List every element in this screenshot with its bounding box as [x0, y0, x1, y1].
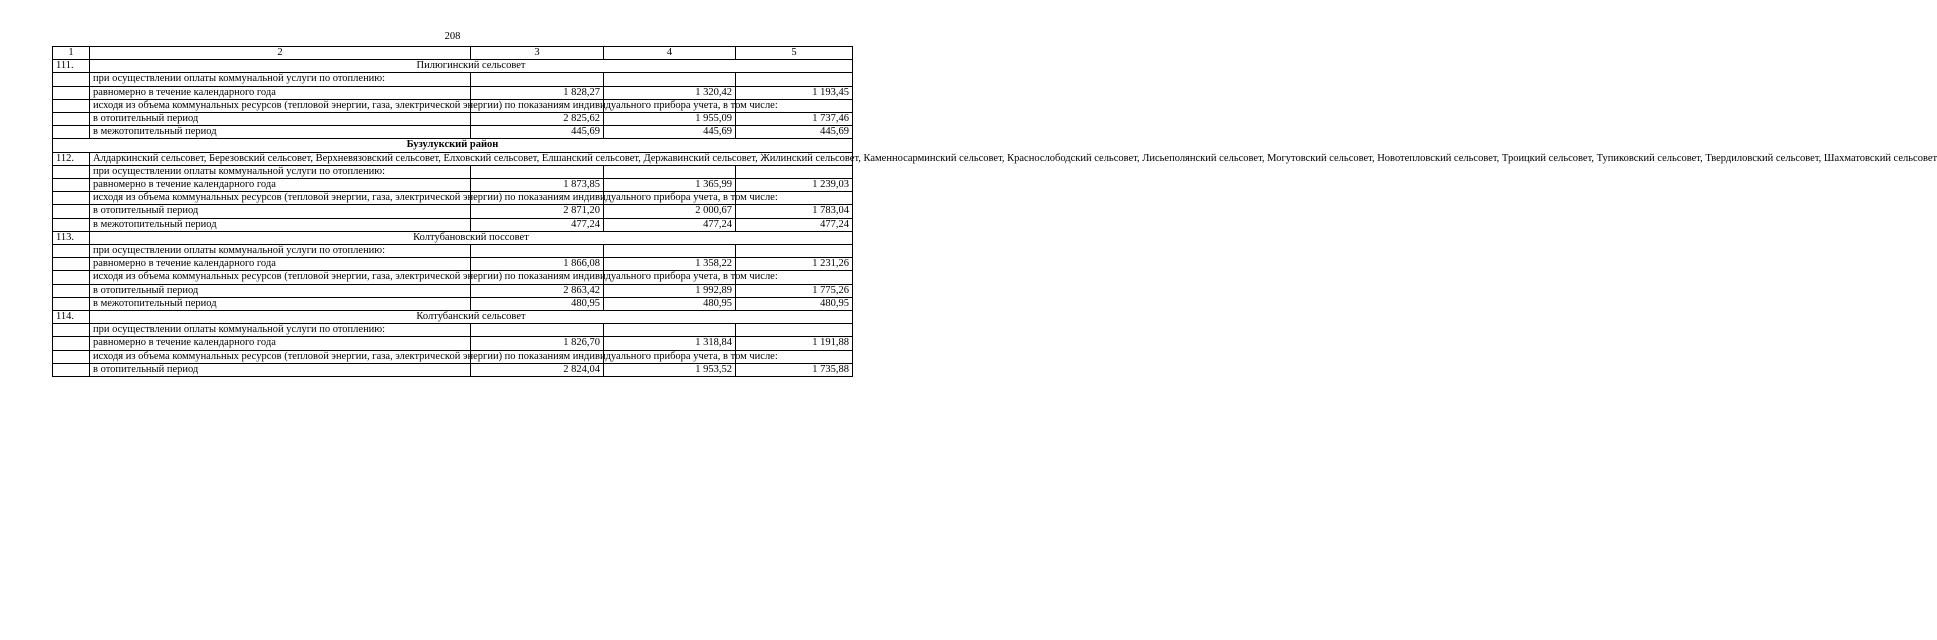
value-cell: 2 000,67 [604, 205, 736, 218]
page-number: 208 [444, 31, 461, 42]
value-cell: 1 239,03 [736, 179, 853, 192]
row-label: равномерно в течение календарного года [90, 337, 471, 350]
value-cell: 1 866,08 [471, 258, 604, 271]
value-cell: 1 992,89 [604, 284, 736, 297]
empty-cell [53, 113, 90, 126]
row-label: исходя из объема коммунальных ресурсов (тепловой энергии, газа, электрической энергии) по показаниям индивидуального прибора учета, в том числе: [90, 99, 471, 112]
empty-cell [53, 192, 90, 205]
row-number: 114. [53, 311, 90, 324]
row-label: в межотопительный период [90, 297, 471, 310]
empty-cell [53, 337, 90, 350]
empty-cell [604, 324, 736, 337]
value-cell: 1 191,88 [736, 337, 853, 350]
table-row [53, 86, 853, 99]
table-row [53, 245, 853, 258]
row-number: 112. [53, 152, 90, 165]
row-label: равномерно в течение календарного года [90, 86, 471, 99]
empty-cell [471, 324, 604, 337]
value-cell: 2 824,04 [471, 363, 604, 376]
section-title-row [53, 152, 853, 165]
district-title: Бузулукский район [53, 139, 853, 152]
section-title-row [53, 311, 853, 324]
value-cell: 2 863,42 [471, 284, 604, 297]
empty-cell [471, 245, 604, 258]
row-label: при осуществлении оплаты коммунальной услуги по отоплению: [90, 324, 471, 337]
column-header: 3 [471, 47, 604, 60]
empty-cell [53, 179, 90, 192]
value-cell: 1 318,84 [604, 337, 736, 350]
district-row [53, 139, 853, 152]
value-cell: 445,69 [604, 126, 736, 139]
row-label: в отопительный период [90, 363, 471, 376]
row-number: 111. [53, 60, 90, 73]
row-label: в отопительный период [90, 284, 471, 297]
empty-cell [53, 218, 90, 231]
row-label: равномерно в течение календарного года [90, 258, 471, 271]
empty-cell [53, 284, 90, 297]
row-label: в отопительный период [90, 113, 471, 126]
value-cell: 445,69 [736, 126, 853, 139]
empty-cell [53, 126, 90, 139]
value-cell: 1 955,09 [604, 113, 736, 126]
column-header: 1 [53, 47, 90, 60]
empty-cell [53, 86, 90, 99]
empty-cell [53, 205, 90, 218]
value-cell: 477,24 [736, 218, 853, 231]
empty-cell [53, 271, 90, 284]
table-row [53, 297, 853, 310]
value-cell: 1 775,26 [736, 284, 853, 297]
value-cell: 477,24 [604, 218, 736, 231]
empty-cell [53, 363, 90, 376]
table-row [53, 218, 853, 231]
value-cell: 2 825,62 [471, 113, 604, 126]
row-label: при осуществлении оплаты коммунальной услуги по отоплению: [90, 73, 471, 86]
row-label: исходя из объема коммунальных ресурсов (тепловой энергии, газа, электрической энергии) по показаниям индивидуального прибора учета, в том числе: [90, 350, 471, 363]
column-header: 5 [736, 47, 853, 60]
table-row [53, 73, 853, 86]
table-row [53, 350, 853, 363]
empty-cell [53, 350, 90, 363]
empty-cell [736, 165, 853, 178]
empty-cell [604, 165, 736, 178]
table-row [53, 337, 853, 350]
row-label: при осуществлении оплаты коммунальной услуги по отоплению: [90, 165, 471, 178]
table-row [53, 99, 853, 112]
table-row [53, 113, 853, 126]
value-cell: 477,24 [471, 218, 604, 231]
section-title-row [53, 60, 853, 73]
empty-cell [736, 245, 853, 258]
value-cell: 1 783,04 [736, 205, 853, 218]
column-header-row [53, 47, 853, 60]
empty-cell [53, 324, 90, 337]
row-label: исходя из объема коммунальных ресурсов (тепловой энергии, газа, электрической энергии) по показаниям индивидуального прибора учета, в том числе: [90, 192, 471, 205]
empty-cell [53, 165, 90, 178]
empty-cell [53, 99, 90, 112]
empty-cell [736, 324, 853, 337]
table-row [53, 205, 853, 218]
value-cell: 1 193,45 [736, 86, 853, 99]
empty-cell [604, 73, 736, 86]
row-label: исходя из объема коммунальных ресурсов (тепловой энергии, газа, электрической энергии) по показаниям индивидуального прибора учета, в том числе: [90, 271, 471, 284]
row-number: 113. [53, 231, 90, 244]
empty-cell [53, 245, 90, 258]
value-cell: 445,69 [471, 126, 604, 139]
value-cell: 1 231,26 [736, 258, 853, 271]
settlement-name: Пилюгинский сельсовет [90, 60, 853, 73]
table-row [53, 363, 853, 376]
value-cell: 480,95 [471, 297, 604, 310]
value-cell: 1 320,42 [604, 86, 736, 99]
table-row [53, 192, 853, 205]
section-title-row [53, 231, 853, 244]
tariff-table [52, 46, 1937, 377]
empty-cell [53, 73, 90, 86]
settlement-name: Колтубанский сельсовет [90, 311, 853, 324]
value-cell: 1 737,46 [736, 113, 853, 126]
table-row [53, 324, 853, 337]
value-cell: 480,95 [604, 297, 736, 310]
empty-cell [53, 297, 90, 310]
table-row [53, 284, 853, 297]
table-row [53, 126, 853, 139]
value-cell: 1 826,70 [471, 337, 604, 350]
value-cell: 1 953,52 [604, 363, 736, 376]
row-label: в межотопительный период [90, 218, 471, 231]
value-cell: 480,95 [736, 297, 853, 310]
value-cell: 1 873,85 [471, 179, 604, 192]
table-row [53, 258, 853, 271]
row-label: в отопительный период [90, 205, 471, 218]
empty-cell [471, 165, 604, 178]
settlement-list: Алдаркинский сельсовет, Березовский сельсовет, Верхневязовский сельсовет, Елховский сельсовет, Елшанский сельсовет, Державинский сельсовет, Жилинский сельсовет, Каменносарминский сельсовет, Краснослободский сельсовет, Лисьеполянский сельсовет, Могутовский сельсовет, Новотепловский сельсовет, Троицкий сельсовет, Тупиковский сельсовет, Твердиловский сельсовет, Шахматовский сельсовет [90, 152, 853, 165]
empty-cell [736, 73, 853, 86]
empty-cell [53, 258, 90, 271]
row-label: равномерно в течение календарного года [90, 179, 471, 192]
value-cell: 1 365,99 [604, 179, 736, 192]
table-row [53, 179, 853, 192]
row-label: при осуществлении оплаты коммунальной услуги по отоплению: [90, 245, 471, 258]
value-cell: 1 358,22 [604, 258, 736, 271]
row-label: в межотопительный период [90, 126, 471, 139]
value-cell: 2 871,20 [471, 205, 604, 218]
value-cell: 1 735,88 [736, 363, 853, 376]
column-header: 4 [604, 47, 736, 60]
settlement-name: Колтубановский поссовет [90, 231, 853, 244]
empty-cell [471, 73, 604, 86]
empty-cell [604, 245, 736, 258]
table-row [53, 271, 853, 284]
value-cell: 1 828,27 [471, 86, 604, 99]
table-row [53, 165, 853, 178]
column-header: 2 [90, 47, 471, 60]
